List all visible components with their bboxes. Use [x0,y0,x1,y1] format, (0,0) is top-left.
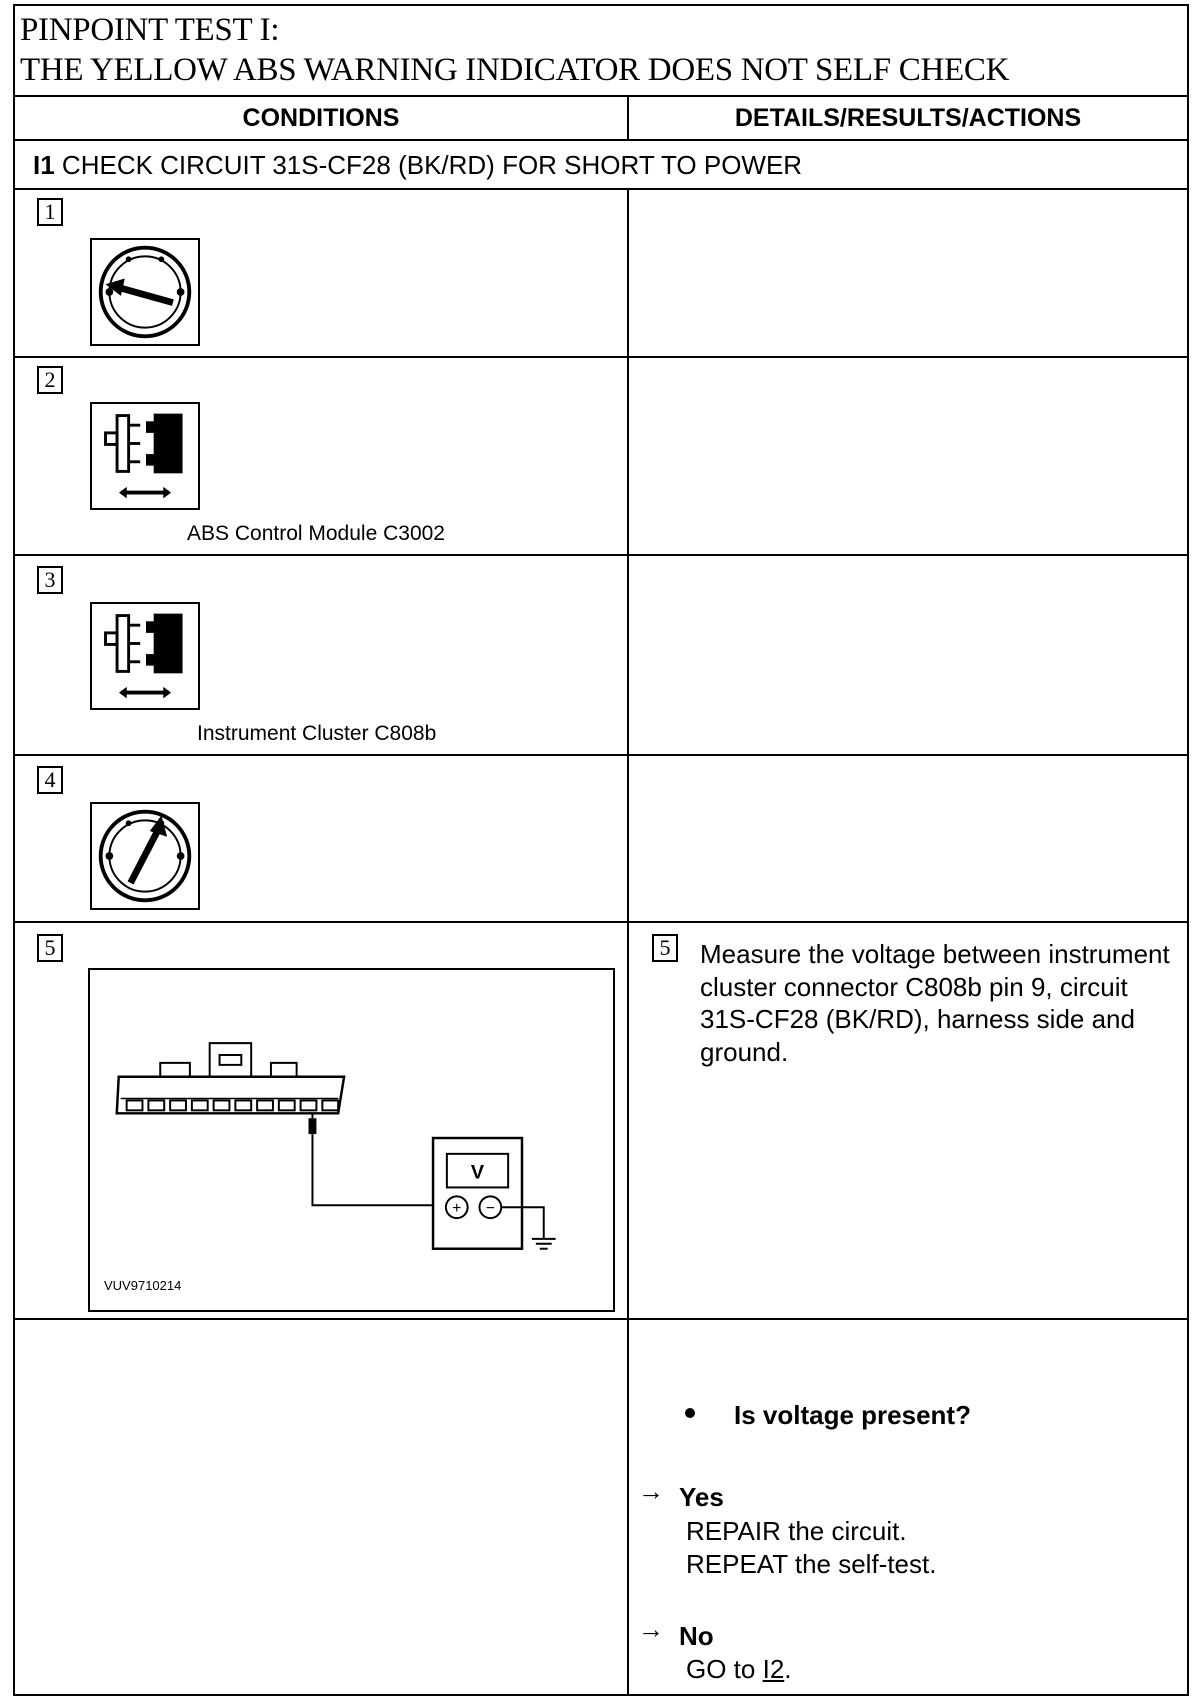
goto-i2-link[interactable]: I2 [762,1654,785,1684]
answer-yes: Yes [679,1482,724,1512]
condition-caption: ABS Control Module C3002 [187,522,445,545]
minus-terminal-label: − [485,1200,495,1218]
instruction-text: Measure the voltage between instrument cluster connector C808b pin 9, circuit 31S-CF28 (BK/RD), harness side and ground. [700,939,1170,1067]
step-title-text: CHECK CIRCUIT 31S-CF28 (BK/RD) FOR SHORT TO POWER [61,150,803,180]
step-id: I1 [33,150,55,180]
voltmeter-diagram [88,968,615,1312]
no-action-suffix: . [784,1654,792,1684]
arrow-right-icon: → [638,1476,664,1506]
bullet-icon [685,1408,695,1418]
step-number-3: 3 [37,566,63,594]
disconnect-connector-icon [90,402,200,510]
page-title-line1: PINPOINT TEST I: [20,12,280,48]
step-number-2: 2 [37,366,63,394]
meter-label: V [470,1161,485,1184]
step-title [33,148,802,182]
answer-no: No [679,1621,714,1651]
yes-action-repair: REPAIR the circuit. [686,1516,907,1546]
column-header-conditions: CONDITIONS [242,103,400,132]
divider [13,356,1189,358]
step-number-4: 4 [37,766,63,794]
ignition-on-icon [90,802,200,910]
divider [13,554,1189,556]
divider [13,1318,1189,1320]
step-number-5-details: 5 [652,934,678,962]
step-number-1: 1 [37,198,63,226]
column-divider [627,188,629,1696]
column-header-details: DETAILS/RESULTS/ACTIONS [734,103,1082,132]
condition-caption: Instrument Cluster C808b [197,722,437,745]
ignition-off-icon [90,238,200,346]
arrow-right-icon: → [638,1614,664,1644]
diagram-code: VUV9710214 [104,1278,182,1293]
divider [13,139,1189,141]
no-action [686,1654,792,1685]
page-title-line2: THE YELLOW ABS WARNING INDICATOR DOES NOT SELF CHECK [20,52,1010,88]
yes-action-repeat: REPEAT the self-test. [686,1549,937,1579]
step-number-5: 5 [37,934,63,962]
question-text: Is voltage present? [734,1400,971,1430]
no-action-prefix: GO to [686,1654,756,1684]
plus-terminal-label: + [452,1200,462,1218]
divider [13,754,1189,756]
divider [13,921,1189,923]
divider [13,188,1189,190]
divider [13,95,1189,97]
disconnect-connector-icon [90,602,200,710]
